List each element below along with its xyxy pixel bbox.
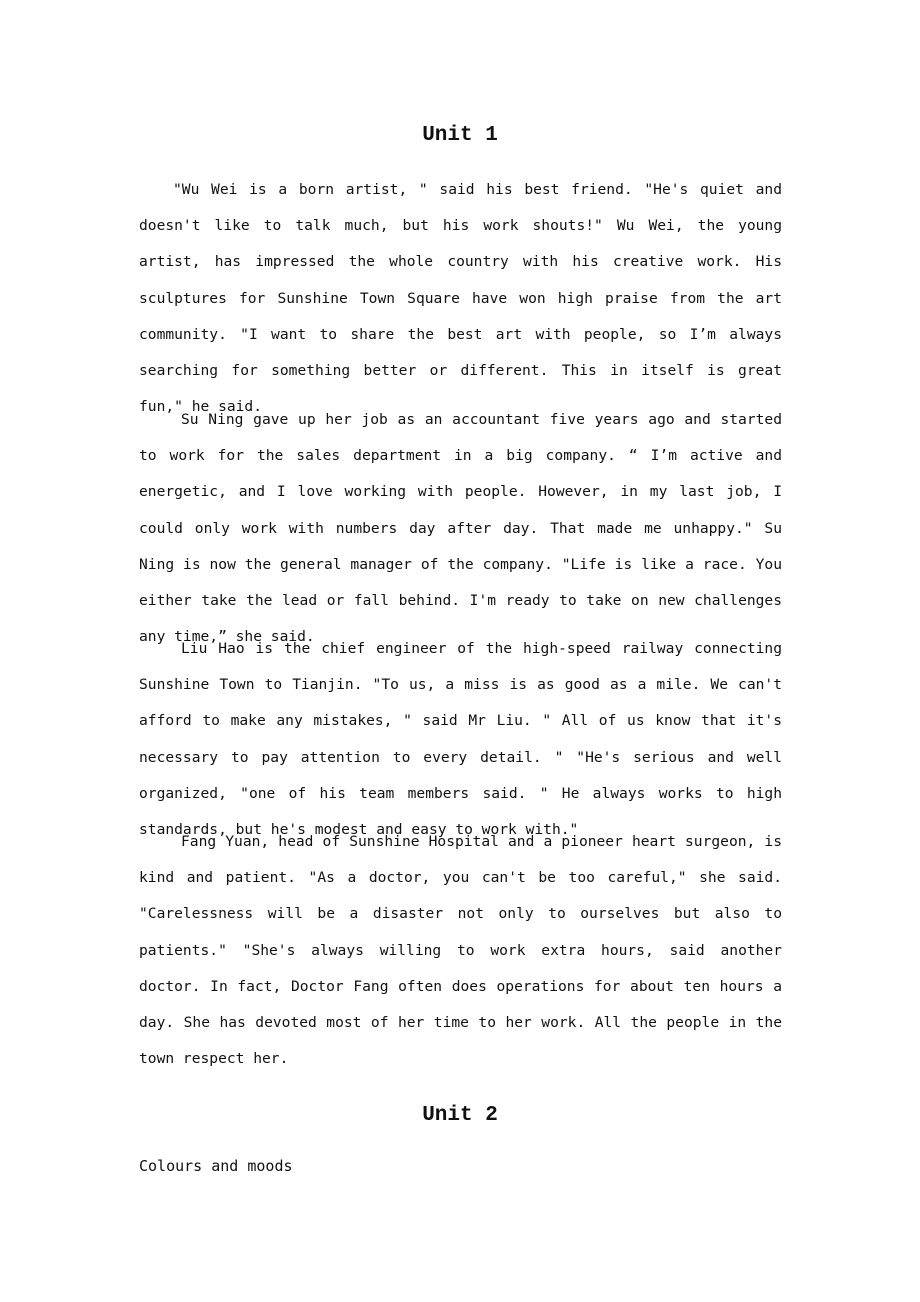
unit2-subtitle: Colours and moods <box>139 1157 293 1175</box>
unit1-paragraph-fang-yuan: Fang Yuan, head of Sunshine Hospital and a pioneer heart surgeon, is kind and patient. "As a doctor, you can't be too careful," she said. "Carelessness will be a disaster not only to ourselves but also to patients." "She's always willing to work extra hours, said another doctor. In fact, Doctor Fang often does operations for about ten hours a day. She has devoted most of her time to her work. All the people in the town respect her. <box>139 833 782 1068</box>
unit1-paragraph-su-ning: Su Ning gave up her job as an accountant five years ago and started to work for the sales department in a big company. “ I’m active and energetic, and I love working with people. However, in my last job, I could only work with numbers day after day. That made me unhappy." Su Ning is now the general manager of the company. "Life is like a race. You either take the lead or fall behind. I'm ready to take on new challenges any time,” she said. <box>139 411 782 646</box>
unit2-title: Unit 2 <box>422 1104 498 1127</box>
unit1-paragraph-wu-wei: "Wu Wei is a born artist, " said his best friend. "He's quiet and doesn't like to talk much, but his work shouts!" Wu Wei, the young artist, has impressed the whole country with his creative work. His sculptures for Sunshine Town Square have won high praise from the art community. "I want to share the best art with people, so I’m always searching for something better or different. This in itself is great fun," he said. <box>139 181 782 416</box>
unit1-paragraph-liu-hao: Liu Hao is the chief engineer of the high-speed railway connecting Sunshine Town to Tianjin. "To us, a miss is as good as a mile. We can't afford to make any mistakes, " said Mr Liu. " All of us know that it's necessary to pay attention to every detail. " "He's serious and well organized, "one of his team members said. " He always works to high standards, but he's modest and easy to work with." <box>139 640 782 839</box>
unit1-title: Unit 1 <box>422 124 498 147</box>
